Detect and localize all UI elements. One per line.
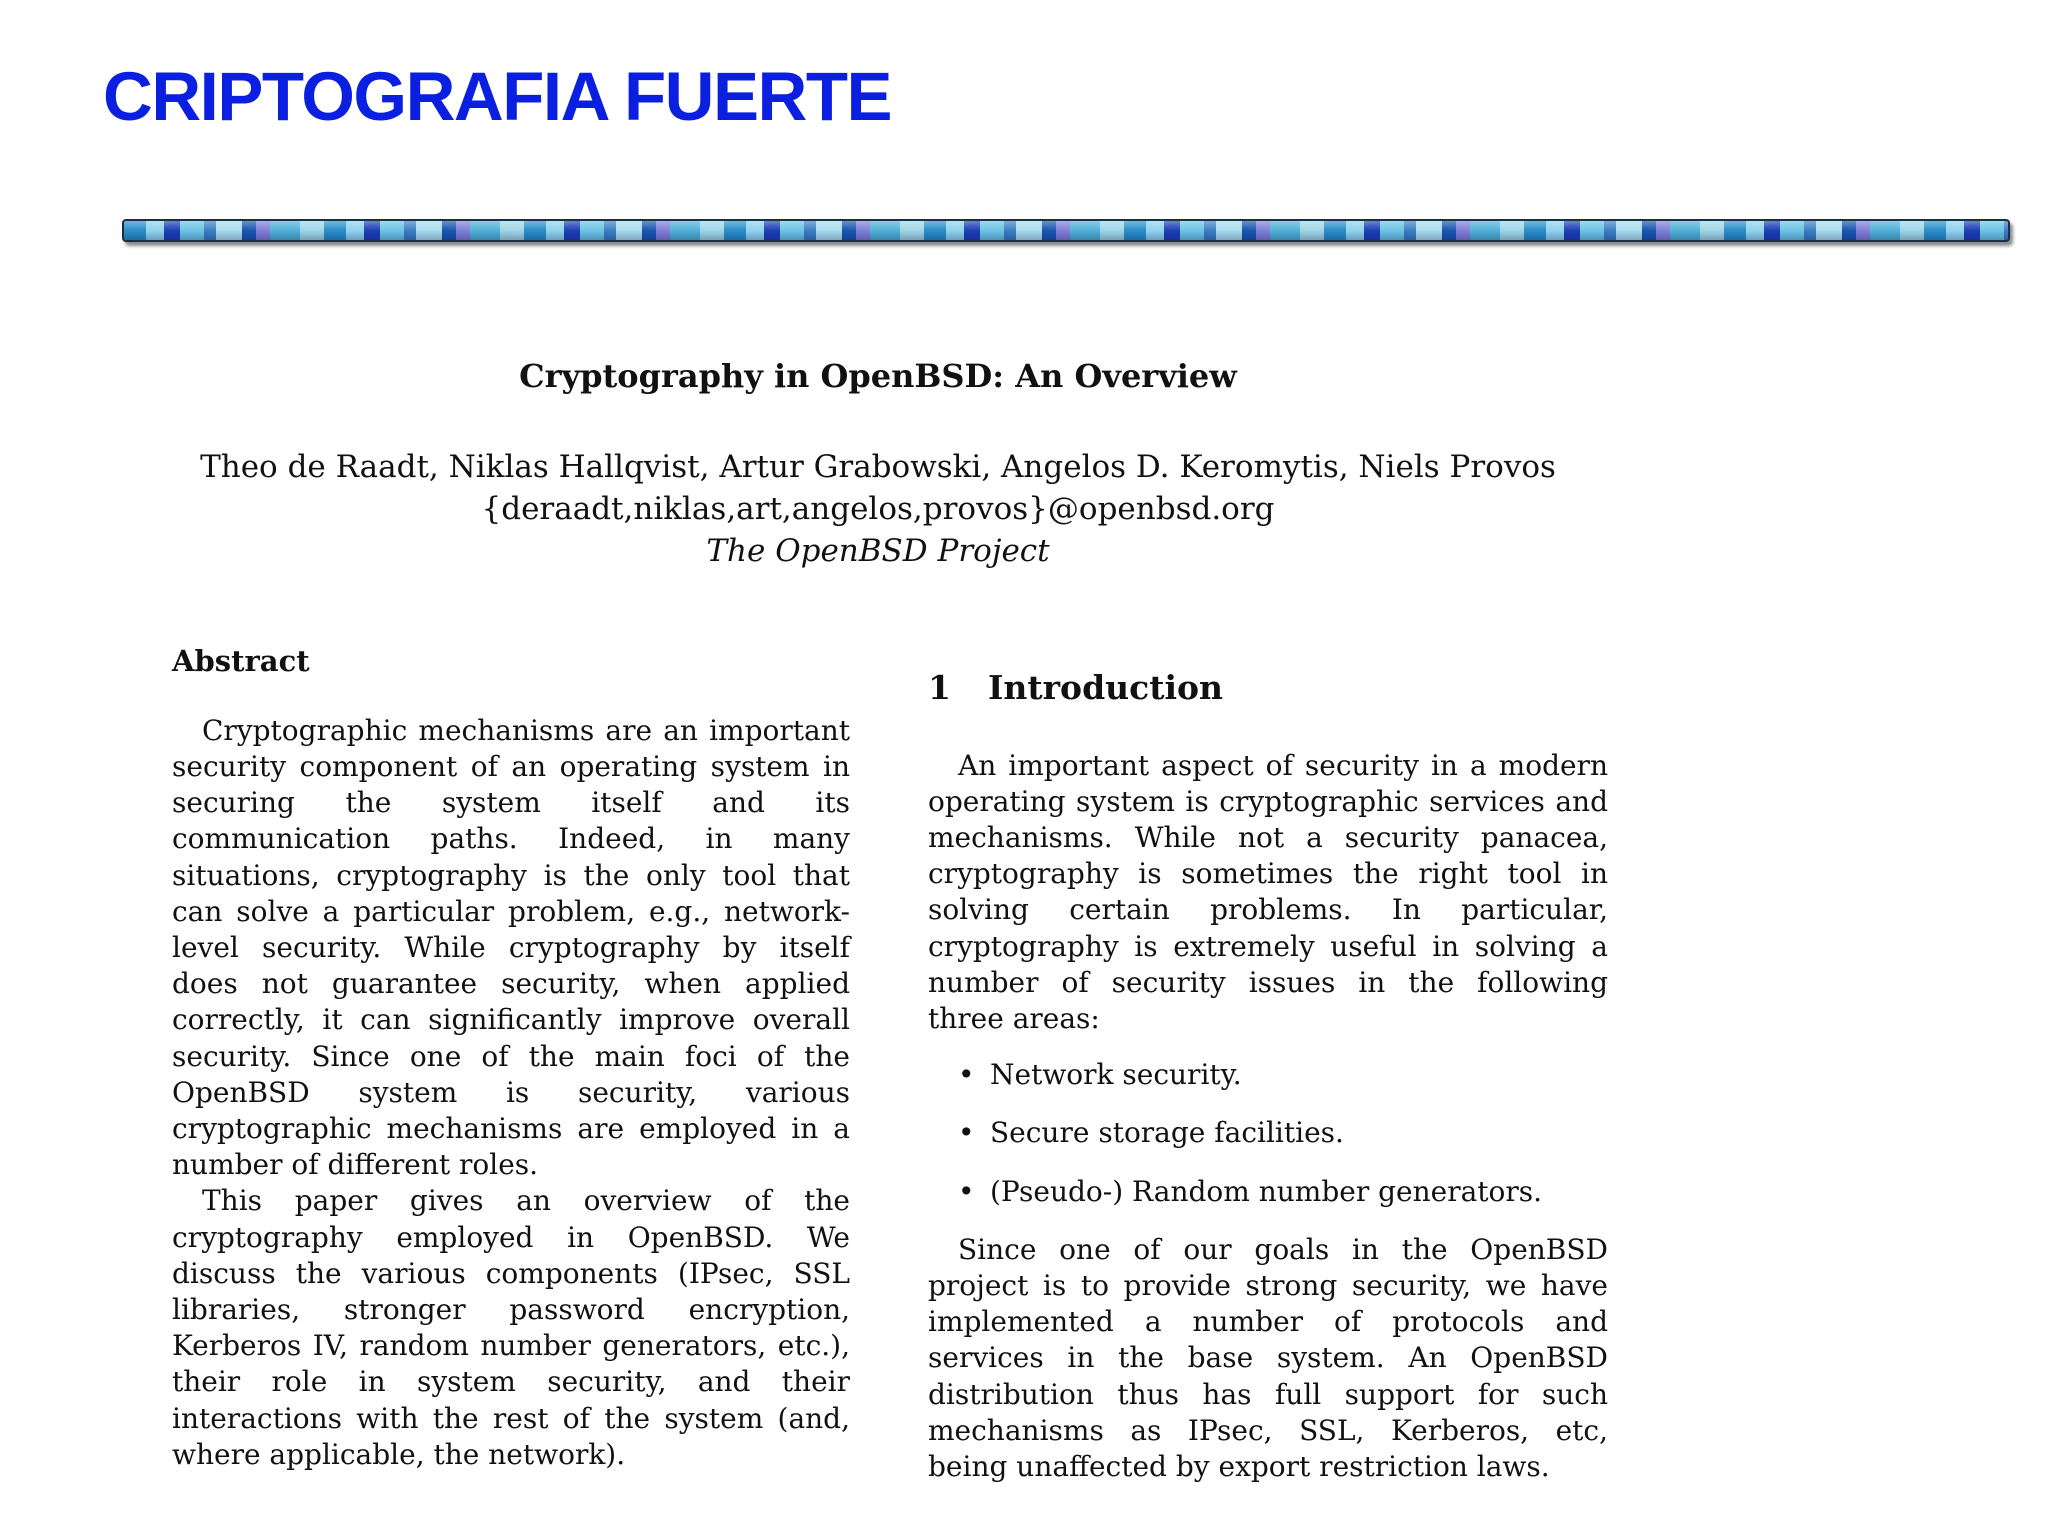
paper-byline (0, 446, 1756, 572)
slide-title: CRIPTOGRAFIA FUERTE (103, 58, 892, 135)
decorative-divider-bar (122, 219, 2010, 242)
paper-authors: Theo de Raadt, Niklas Hallqvist, Artur Grabowski, Angelos D. Keromytis, Niels Provos (200, 449, 1556, 485)
list-item: • (Pseudo-) Random number generators. (958, 1174, 1608, 1210)
abstract-heading: Abstract (172, 644, 310, 678)
abstract-column (172, 644, 850, 1473)
section-number: 1 (928, 668, 951, 707)
introduction-paragraph-1: An important aspect of security in a modern operating system is cryptographic services and mechanisms. While not a security panacea, cryptography is sometimes the right tool in solving certain problems. In particular, cryptography is extremely useful in solving a number of security issues in the following three areas: (928, 748, 1608, 1036)
paper-affiliation: The OpenBSD Project (706, 533, 1050, 569)
abstract-paragraph-2: This paper gives an overview of the cryptography employed in OpenBSD. We discuss the various components (IPsec, SSL libraries, stronger password encryption, Kerberos IV, random number generators, etc.), their role in system security, and their interactions with the rest of the system (and, where applicable, the network). (172, 1184, 850, 1471)
section-title: Introduction (988, 668, 1224, 707)
introduction-column (928, 668, 1608, 1485)
introduction-bullet-list (928, 1057, 1608, 1210)
paper-emails: {deraadt,niklas,art,angelos,provos}@openbsd.org (481, 491, 1275, 527)
introduction-paragraph-2: Since one of our goals in the OpenBSD project is to provide strong security, we have implemented a number of protocols and services in the base system. An OpenBSD distribution thus has full support for such mechanisms as IPsec, SSL, Kerberos, etc, being unaffected by export restriction laws. (928, 1232, 1608, 1484)
paper-title: Cryptography in OpenBSD: An Overview (519, 357, 1237, 395)
abstract-paragraph-1: Cryptographic mechanisms are an important security component of an operating system in securing the system itself and its communication paths. Indeed, in many situations, cryptography is the only tool that can solve a particular problem, e.g., network-level security. While cryptography by itself does not guarantee security, when applied correctly, it can significantly improve overall security. Since one of the main foci of the OpenBSD system is security, various cryptographic mechanisms are employed in a number of different roles. (172, 713, 850, 1182)
introduction-heading (928, 668, 1608, 708)
list-item: • Secure storage facilities. (958, 1115, 1608, 1151)
list-item: • Network security. (958, 1057, 1608, 1093)
